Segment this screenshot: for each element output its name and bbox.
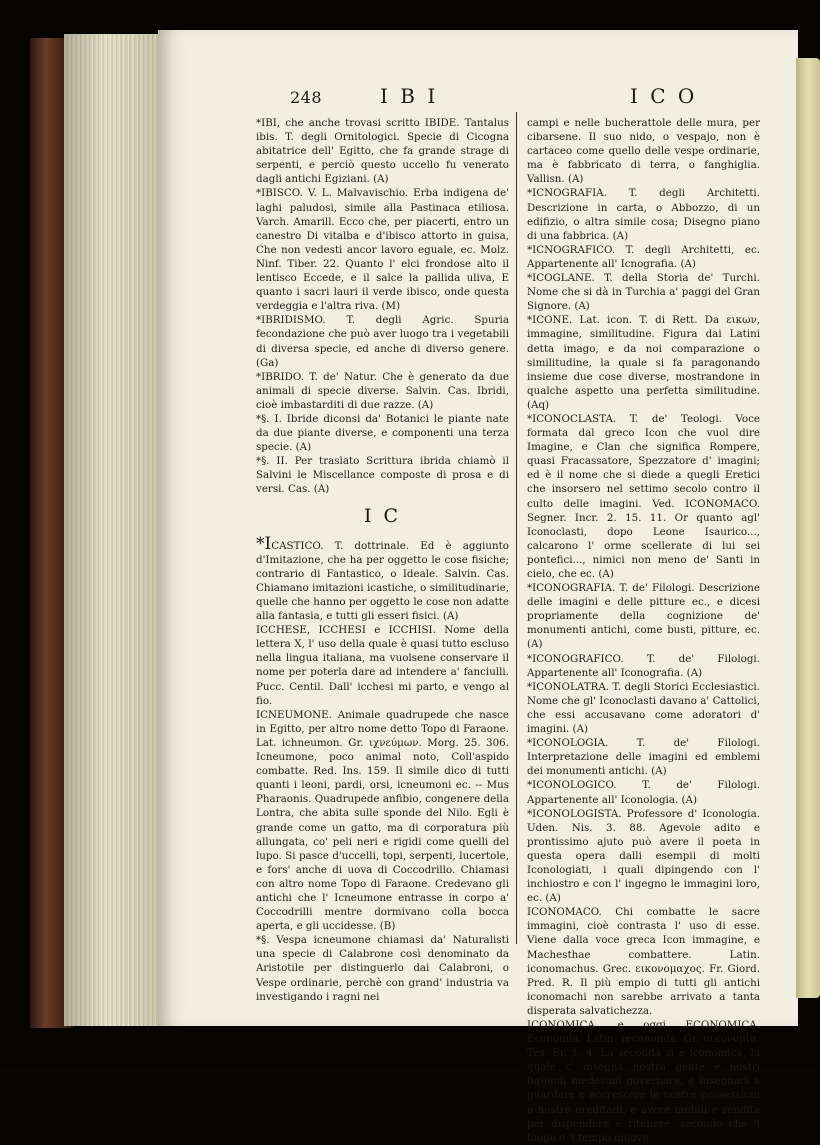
entry-icnografico: *ICNOGRAFICO. T. degli Architetti, ec. Appartenente all' Icnografia. (A) xyxy=(527,243,760,270)
page-stack-edges xyxy=(64,34,170,1026)
entry-ibrido-sub-2: *§. II. Per traslato Scrittura ibrida chiamò il Salvini le Miscellance composte di prosa e di versi. Cas. (A) xyxy=(256,455,509,496)
entry-icchese: ICCHESE, ICCHESI e ICCHISI. Nome della lettera X, l' uso della quale è quasi tutto escluso nella lingua italiana, ma vuolsene conservare il nome per poterla dare ad intendere a' fanciulli. Pucc. Centil. Dall' icchesi mi parto, e vengo al fio. xyxy=(256,624,509,707)
entry-iconologico: *ICONOLOGICO. T. de' Filologi. Appartenente all' Iconologia. (A) xyxy=(527,779,760,806)
drop-initial: *I xyxy=(256,533,272,554)
entry-ibrido: *IBRIDO. T. de' Natur. Che è generato da due animali di specie diverse. Salvin. Cas. Ibridi, cioè imbastarditi di due razze. (A) xyxy=(256,370,509,411)
entry-icoglane: *ICOGLANE. T. della Storia de' Turchi. Nome che si dà in Turchia a' paggi del Gran Signore. (A) xyxy=(527,272,760,313)
entry-icneumone: ICNEUMONE. Animale quadrupede che nasce in Egitto, per altro nome detto Topo di Faraone. Lat. ichneumon. Gr. ιχνεύμων. Morg. 25. 306. Icneumone, poco animal noto, Coll'aspido combatte. Red. Ins. 159. Il simile dico di tutti quanti i leoni, pardi, orsi, icneumoni ec. -- Mus Pharaonis. Quadrupede anfibio, congenere della Lontra, che abita sulle sponde del Nilo. Egli è grande come un gatto, ma di corporatura più allungata, co' peli neri e rigidi come quelli del lupo. Si pasce d'uccelli, topi, serpenti, lucertole, e fors' anche di uova di Coccodrillo. Chiamasi con altro nome Topo di Faraone. Credevano gli antichi che l' Icneumone entrasse in corpo a' Coccodrilli mentre dormivano colla bocca aperta, e gli uccidesse. (B) xyxy=(256,708,509,933)
entry-icastico-text: CASTICO. T. dottrinale. Ed è aggiunto d'Imitazione, che ha per oggetto le cose fisiche; contrario di Fantastico, o Ideale. Salvin. Cas. Chiamano imitazioni icastiche, o similitudinarie, quelle che hanno per oggetto le cose non adatte alla fantasia, e tutti gli esseri fisici. (A) xyxy=(256,539,509,623)
page-header xyxy=(290,84,758,110)
left-running-head: I B I xyxy=(380,84,439,108)
entry-icnografia: *ICNOGRAFIA. T. degli Architetti. Descrizione in carta, o Abbozzo, di un edifizio, o altra simile cosa; Disegno piano di una fabbrica. (A) xyxy=(527,187,760,242)
entry-icastico xyxy=(256,533,509,624)
entry-ibisco: *IBISCO. V. L. Malvavischio. Erba indigena de' laghi paludosi, simile alla Pastinaca etiliosa. Varch. Amarill. Ecco che, per piacerti, entro un canestro Di vitalba e d'ibisco attorto in guisa, Che non vedesti ancor lavoro eguale, ec. Molz. Ninf. Tiber. 22. Quanto l' elci frondose alto il lentisco Eccede, e il salce la pallida uliva, E quanto i sacri lauri il verde ibisco, onde questa verdeggia e l'altra riva. (M) xyxy=(256,187,509,313)
entry-icone: *ICONE. Lat. icon. T. di Rett. Da εικων, immagine, similitudine. Figura dai Latini detta imago, e da noi comparazione o similitudine, la quale si fa paragonando insieme due cose diverse, mostrandone in qualche aspetto una perfetta similitudine. (Aq) xyxy=(527,314,760,411)
entry-iconografia: *ICONOGRAFIA. T. de' Filologi. Descrizione delle imagini e delle pitture ec., e dicesi propriamente della cognizione de' monumenti antichi, come busti, pitture, ec. (A) xyxy=(527,582,760,651)
right-column xyxy=(527,116,760,1144)
entry-icneumone-vespa: *§. Vespa icneumone chiamasi da' Naturalisti una specie di Calabrone così denominato da Aristotile per distinguerlo dai Calabroni, o Vespe ordinarie, perchè con grand' industria va investigando i ragni nei xyxy=(256,934,509,1003)
entry-iconomaco: ICONOMACO. Chi combatte le sacre immagini, cioè contrasta l' uso di esse. Viene dalla voce greca Icon immagine, e Machesthae combattere. Latin. iconomachus. Grec. εικονομαχος. Fr. Giord. Pred. R. Il più empio di tutti gli antichi iconomachi non sarebbe arrivato a tanta disperata salvatichezza. xyxy=(527,906,760,1017)
section-heading-ic: I C xyxy=(363,504,402,527)
entry-ibi: *IBI, che anche trovasi scritto IBIDE. Tantalus ibis. T. degli Ornitologici. Specie di Cicogna abitatrice dell' Egitto, che fa grande strage di serpenti, e perciò questo uccello fu venerato dagli antichi Egiziani. (A) xyxy=(256,117,509,186)
entry-iconolatra: *ICONOLATRA. T. degli Storici Ecclesiastici. Nome che gl' Iconoclasti davano a' Cattolici, che essi accusavano come adoratori d' imagini. (A) xyxy=(527,680,760,736)
entry-ibridismo: *IBRIDISMO. T. degli Agric. Spuria fecondazione che può aver luogo tra i vegetabili di diversa specie, ed anche di diverso genere. (Ga) xyxy=(256,314,509,369)
page-number: 248 xyxy=(290,88,323,107)
entry-continuation: campi e nelle bucherattole delle mura, per cibarsene. Il suo nido, o vespajo, non è cartaceo come quello delle vespe ordinarie, ma è fabbricato di terra, o fanghiglia. Vallisn. (A) xyxy=(527,117,760,186)
column-divider xyxy=(516,112,517,944)
left-column xyxy=(256,116,509,1003)
entry-iconologia: *ICONOLOGIA. T. de' Filologi. Interpretazione delle imagini ed emblemi dei monumenti antichi. (A) xyxy=(527,737,760,778)
entry-iconografico: *ICONOGRAFICO. T. de' Filologi. Appartenente all' Iconografia. (A) xyxy=(527,652,760,679)
entry-iconomica: ICONOMICA, e oggi ECONOMICA. Economia. Latin. œconomia. Gr. οικονομία. Tes. Br. 1. 4. La seconda si è iconomica, la quale c' insegna nostra gente e nostri figliuoli medesimi governare, e insegnaci a guardare e accrescere le nostre possessioni e nostre ereditadi, e avere mobili e rendita per dispendere e ritenere, secondo che 'l luogo e 'l tempo muove. xyxy=(527,1019,760,1144)
entry-iconologista: *ICONOLOGISTA. Professore d' Iconologia. Uden. Nis. 3. 88. Agevole adito e prontissimo ajuto può avere il poeta in questa opera dalli esempii di molti Iconologiati, i quali dipingendo con l' inchiostro e con l' ingegno le immagini loro, ec. (A) xyxy=(527,807,760,905)
facing-page-edge xyxy=(796,58,820,998)
entry-iconoclasta: *ICONOCLASTA. T. de' Teologi. Voce formata dal greco Icon che vuol dire Imagine, e Clan che significa Rompere, quasi Fracassatore, Spezzatore d' imagini; ed è il nome che si diede a quegli Eretici che insorsero nel settimo secolo contro il culto delle imagini. Ved. ICONOMACO. Segner. Incr. 2. 15. 11. Or quanto agl' Iconoclasti, dopo Leone Isaurico..., calcarono l' orme scellerate di lui sei pontefici..., nimici non meno de' Santi in cielo, che ec. (A) xyxy=(527,412,760,580)
entry-ibrido-sub-1: *§. I. Ibride diconsi da' Botanici le piante nate da due piante diverse, e componenti una terza specie. (A) xyxy=(256,412,509,454)
right-running-head: I C O xyxy=(630,84,698,108)
